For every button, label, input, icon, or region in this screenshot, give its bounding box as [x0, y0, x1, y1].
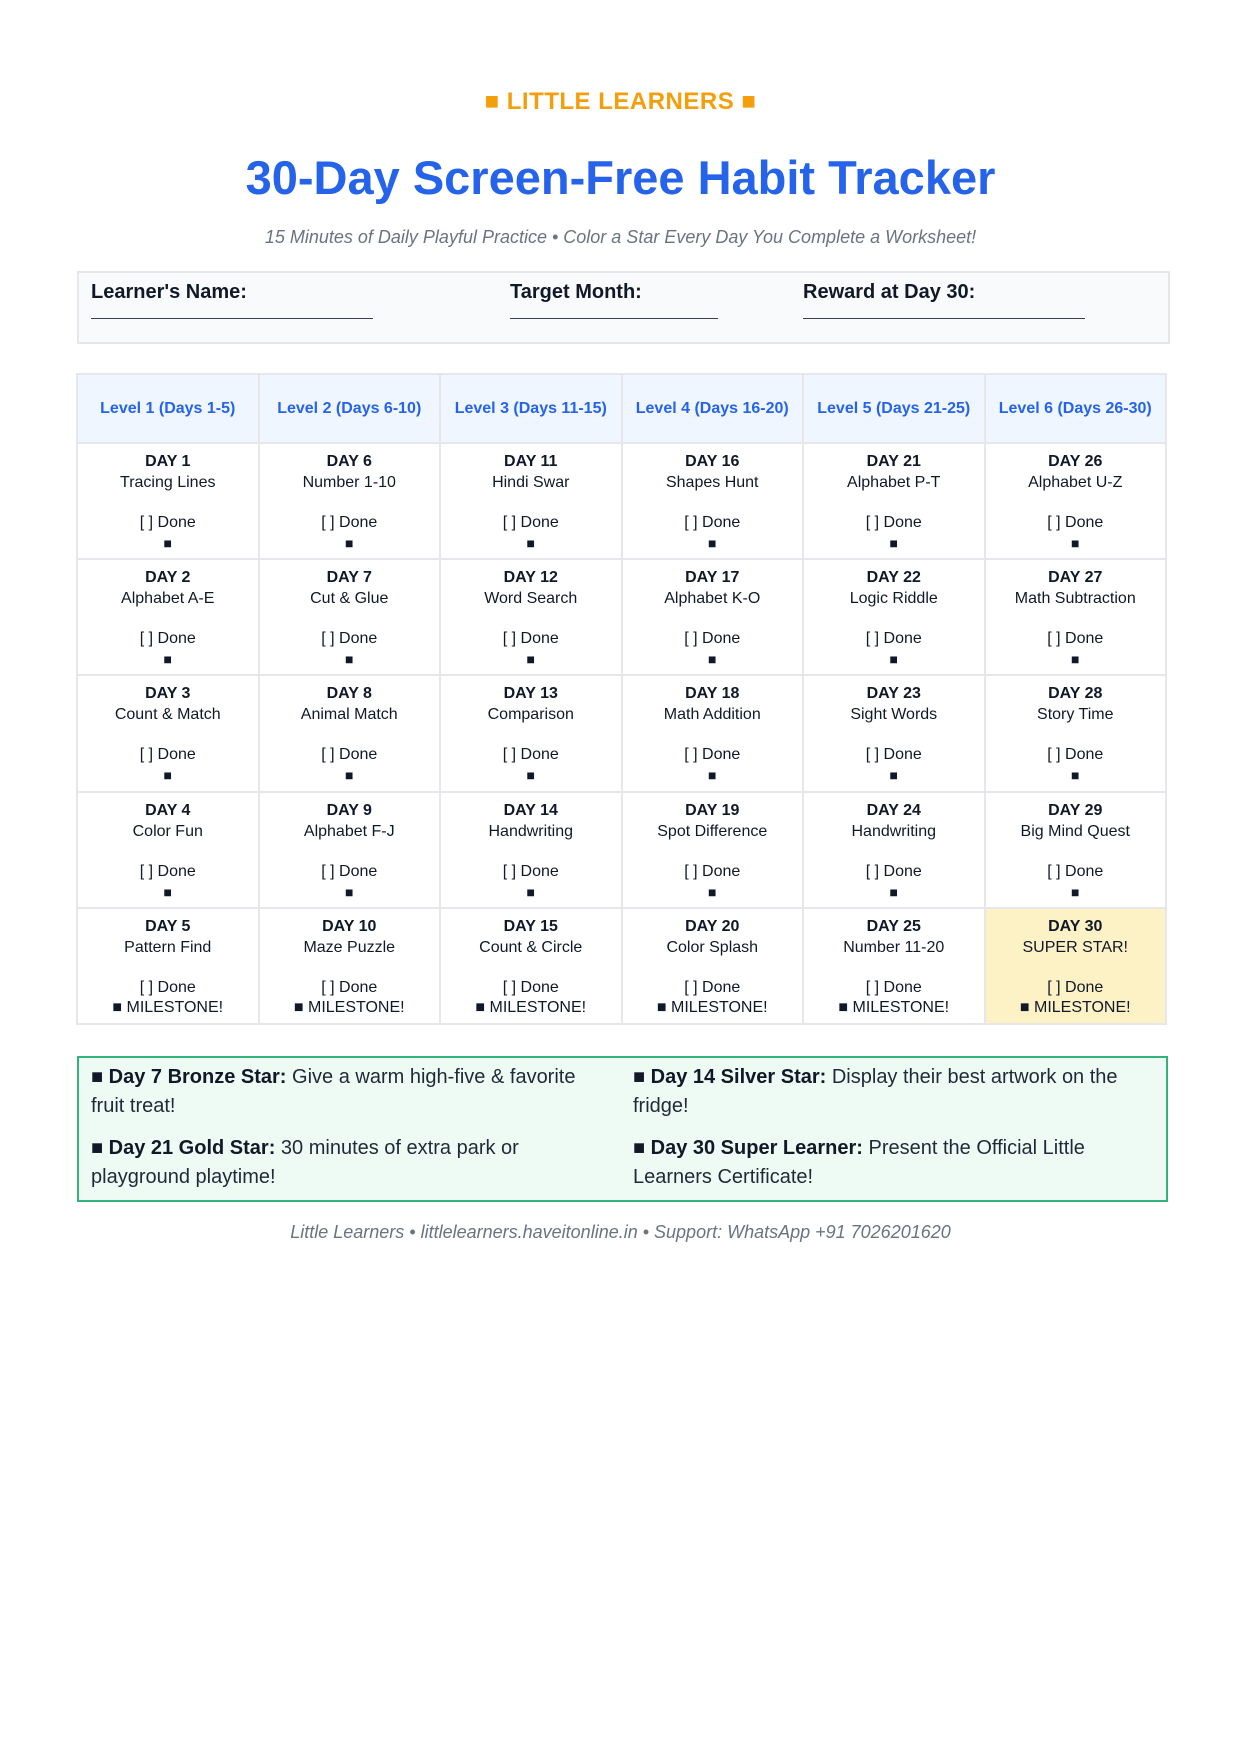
done-checkbox[interactable]: [ ] Done [684, 514, 741, 531]
reward-text: Give a warm high-five & favorite fruit treat! [91, 1066, 576, 1117]
learner-name-label: Learner's Name: [91, 281, 247, 303]
done-checkbox[interactable]: [ ] Done [1047, 978, 1104, 996]
day-label: DAY 18 [685, 685, 740, 703]
star-mark: ■ MILESTONE! [293, 998, 405, 1016]
task-label: Number 1-10 [302, 474, 396, 491]
day-cell[interactable] [622, 559, 804, 675]
star-mark: ■ [163, 883, 172, 900]
day-label: DAY 19 [685, 801, 740, 819]
day-label: DAY 5 [145, 917, 191, 935]
reward-line[interactable] [803, 318, 1085, 319]
task-label: Word Search [484, 590, 578, 608]
done-checkbox[interactable]: [ ] Done [865, 978, 922, 996]
star-mark: ■ MILESTONE! [475, 998, 587, 1016]
star-mark: ■ [889, 883, 898, 900]
target-month-label: Target Month: [510, 281, 642, 303]
task-label: Spot Difference [657, 822, 768, 840]
star-mark: ■ [708, 535, 717, 551]
day-label: DAY 8 [326, 685, 372, 703]
star-mark: ■ [708, 651, 717, 668]
day-cell[interactable] [77, 792, 259, 908]
star-mark: ■ MILESTONE! [838, 998, 950, 1016]
task-label: Math Addition [663, 706, 761, 724]
day-cell[interactable] [259, 675, 441, 791]
learner-info-box [77, 271, 1170, 344]
star-mark: ■ MILESTONE! [656, 998, 768, 1016]
star-mark: ■ [163, 767, 172, 784]
day-cell[interactable] [622, 792, 804, 908]
reward-item [91, 1063, 606, 1121]
reward-item [633, 1134, 1153, 1192]
task-label: Alphabet F-J [303, 822, 395, 840]
day-cell[interactable] [77, 908, 259, 1024]
task-label: Alphabet P-T [847, 474, 941, 491]
day-label: DAY 24 [866, 801, 921, 819]
task-label: Count & Match [114, 706, 221, 724]
page-footer: Little Learners • littlelearners.haveitonline.in • Support: WhatsApp +91 7026201620 [290, 1222, 951, 1242]
done-checkbox[interactable]: [ ] Done [502, 630, 559, 648]
done-checkbox[interactable]: [ ] Done [502, 862, 559, 880]
day-cell[interactable] [440, 792, 622, 908]
task-label: Animal Match [300, 706, 398, 724]
task-label: Color Fun [132, 822, 203, 840]
star-mark: ■ [345, 883, 354, 900]
day-cell[interactable] [440, 559, 622, 675]
done-checkbox[interactable]: [ ] Done [865, 746, 922, 764]
task-label: Alphabet K-O [664, 590, 761, 608]
done-checkbox[interactable]: [ ] Done [139, 978, 196, 996]
done-checkbox[interactable]: [ ] Done [321, 978, 378, 996]
page-title: 30-Day Screen-Free Habit Tracker [245, 151, 996, 204]
reward-title: ■ Day 30 Super Learner: [633, 1137, 863, 1159]
day-label: DAY 12 [503, 569, 558, 587]
done-checkbox[interactable]: [ ] Done [139, 630, 196, 648]
learner-name-field[interactable] [91, 281, 373, 319]
task-label: Logic Riddle [849, 590, 938, 608]
star-mark: ■ [889, 535, 898, 551]
day-cell[interactable] [259, 443, 441, 559]
star-mark: ■ [1071, 651, 1080, 668]
done-checkbox[interactable]: [ ] Done [684, 630, 741, 648]
level-header-row [77, 374, 1166, 443]
day-label: DAY 28 [1048, 685, 1103, 703]
day-cell[interactable] [259, 792, 441, 908]
task-label: Count & Circle [479, 938, 583, 956]
star-mark: ■ [526, 767, 535, 784]
day-label: DAY 22 [866, 569, 921, 587]
brand-name: ■ LITTLE LEARNERS ■ [484, 88, 757, 115]
star-mark: ■ [889, 651, 898, 668]
day-cell[interactable] [985, 792, 1167, 908]
day-label: DAY 25 [866, 917, 921, 935]
learner-name-line[interactable] [91, 318, 373, 319]
level-header: Level 3 (Days 11-15) [440, 374, 622, 443]
star-mark: ■ [708, 883, 717, 900]
done-checkbox[interactable]: [ ] Done [1047, 514, 1104, 531]
task-label: Big Mind Quest [1020, 822, 1130, 840]
done-checkbox[interactable]: [ ] Done [865, 514, 922, 531]
tracker-row [77, 443, 1166, 559]
done-checkbox[interactable]: [ ] Done [321, 630, 378, 648]
day-label: DAY 1 [145, 453, 191, 470]
day-label: DAY 21 [866, 453, 921, 470]
day-cell[interactable] [985, 675, 1167, 791]
day-cell[interactable] [803, 792, 985, 908]
day-cell[interactable] [259, 559, 441, 675]
rewards-box [77, 1056, 1168, 1202]
task-label: Number 11-20 [843, 938, 945, 956]
task-label: SUPER STAR! [1022, 938, 1128, 956]
done-checkbox[interactable]: [ ] Done [502, 746, 559, 764]
day-cell[interactable] [803, 908, 985, 1024]
tracker-row [77, 559, 1166, 675]
task-label: Alphabet U-Z [1028, 474, 1123, 491]
reward-title: ■ Day 14 Silver Star: [633, 1066, 827, 1088]
done-checkbox[interactable]: [ ] Done [1047, 630, 1104, 648]
day-label: DAY 16 [685, 453, 740, 470]
star-mark: ■ [163, 535, 172, 551]
reward-label: Reward at Day 30: [803, 281, 976, 303]
done-checkbox[interactable]: [ ] Done [684, 978, 741, 996]
done-checkbox[interactable]: [ ] Done [139, 862, 196, 880]
task-label: Hindi Swar [492, 474, 570, 491]
star-mark: ■ [526, 535, 535, 551]
level-header: Level 1 (Days 1-5) [77, 374, 259, 443]
tracker-row [77, 908, 1166, 1024]
task-label: Maze Puzzle [303, 938, 396, 956]
task-label: Pattern Find [124, 938, 212, 956]
tracker-row [77, 675, 1166, 791]
star-mark: ■ [526, 651, 535, 668]
task-label: Color Splash [666, 938, 759, 956]
reward-text: Present the Official Little Learners Certificate! [633, 1137, 1085, 1188]
day-cell[interactable] [622, 675, 804, 791]
star-mark: ■ MILESTONE! [1019, 998, 1131, 1016]
done-checkbox[interactable]: [ ] Done [684, 862, 741, 880]
star-mark: ■ [708, 767, 717, 784]
star-mark: ■ [1071, 535, 1080, 551]
day-label: DAY 20 [685, 917, 740, 935]
done-checkbox[interactable]: [ ] Done [321, 746, 378, 764]
day-label: DAY 27 [1048, 569, 1103, 587]
done-checkbox[interactable]: [ ] Done [321, 514, 378, 531]
day-label: DAY 30 [1048, 917, 1103, 935]
reward-item [91, 1134, 606, 1192]
reward-field[interactable] [803, 281, 1085, 319]
done-checkbox[interactable]: [ ] Done [1047, 862, 1104, 880]
day-cell[interactable] [803, 675, 985, 791]
page-subtitle: 15 Minutes of Daily Playful Practice • Color a Star Every Day You Complete a Worksheet! [264, 227, 977, 247]
day-label: DAY 17 [685, 569, 740, 587]
star-mark: ■ [1071, 883, 1080, 900]
done-checkbox[interactable]: [ ] Done [502, 514, 559, 531]
day-cell[interactable] [77, 443, 259, 559]
day-label: DAY 2 [145, 569, 191, 587]
task-label: Math Subtraction [1014, 590, 1136, 608]
day-cell[interactable] [803, 443, 985, 559]
reward-text: 30 minutes of extra park or playground playtime! [91, 1137, 519, 1188]
habit-tracker-table [76, 373, 1167, 1025]
task-label: Handwriting [851, 822, 936, 840]
task-label: Cut & Glue [310, 590, 389, 608]
day-label: DAY 15 [503, 917, 558, 935]
done-checkbox[interactable]: [ ] Done [502, 978, 559, 996]
done-checkbox[interactable]: [ ] Done [139, 514, 196, 531]
reward-text: Display their best artwork on the fridge! [633, 1066, 1118, 1117]
star-mark: ■ [526, 883, 535, 900]
day-cell[interactable] [440, 908, 622, 1024]
task-label: Comparison [487, 706, 574, 724]
day-label: DAY 14 [503, 801, 558, 819]
day-label: DAY 29 [1048, 801, 1103, 819]
done-checkbox[interactable]: [ ] Done [684, 746, 741, 764]
day-cell[interactable] [622, 443, 804, 559]
day-label: DAY 26 [1048, 453, 1103, 470]
day-cell[interactable] [440, 675, 622, 791]
task-label: Tracing Lines [120, 474, 216, 491]
target-month-field[interactable] [510, 281, 718, 319]
day-cell[interactable] [440, 443, 622, 559]
tracker-row [77, 792, 1166, 908]
star-mark: ■ [163, 651, 172, 668]
day-label: DAY 10 [322, 917, 377, 935]
level-header: Level 4 (Days 16-20) [622, 374, 804, 443]
day-label: DAY 3 [145, 685, 191, 703]
day-label: DAY 11 [504, 453, 558, 470]
day-cell[interactable] [77, 559, 259, 675]
star-mark: ■ [1071, 767, 1080, 784]
day-cell[interactable] [259, 908, 441, 1024]
done-checkbox[interactable]: [ ] Done [1047, 746, 1104, 764]
day-label: DAY 23 [866, 685, 921, 703]
day-label: DAY 4 [145, 801, 191, 819]
task-label: Alphabet A-E [121, 590, 215, 608]
level-header: Level 2 (Days 6-10) [259, 374, 441, 443]
done-checkbox[interactable]: [ ] Done [321, 862, 378, 880]
day-label: DAY 7 [326, 569, 372, 587]
reward-title: ■ Day 21 Gold Star: [91, 1137, 276, 1159]
day-label: DAY 13 [503, 685, 558, 703]
reward-item [633, 1063, 1153, 1121]
task-label: Shapes Hunt [665, 474, 759, 491]
done-checkbox[interactable]: [ ] Done [139, 746, 196, 764]
day-cell[interactable] [803, 559, 985, 675]
star-mark: ■ [345, 651, 354, 668]
level-header: Level 5 (Days 21-25) [803, 374, 985, 443]
day-label: DAY 6 [326, 453, 372, 470]
target-month-line[interactable] [510, 318, 718, 319]
day-cell[interactable] [622, 908, 804, 1024]
day-cell[interactable] [985, 908, 1167, 1024]
task-label: Sight Words [850, 706, 938, 724]
day-cell[interactable] [985, 559, 1167, 675]
level-header: Level 6 (Days 26-30) [985, 374, 1167, 443]
star-mark: ■ [345, 535, 354, 551]
star-mark: ■ MILESTONE! [112, 998, 224, 1016]
task-label: Story Time [1037, 706, 1114, 724]
star-mark: ■ [345, 767, 354, 784]
task-label: Handwriting [488, 822, 573, 840]
done-checkbox[interactable]: [ ] Done [865, 630, 922, 648]
star-mark: ■ [889, 767, 898, 784]
day-cell[interactable] [985, 443, 1167, 559]
day-cell[interactable] [77, 675, 259, 791]
reward-title: ■ Day 7 Bronze Star: [91, 1066, 287, 1088]
done-checkbox[interactable]: [ ] Done [865, 862, 922, 880]
day-label: DAY 9 [326, 801, 372, 819]
